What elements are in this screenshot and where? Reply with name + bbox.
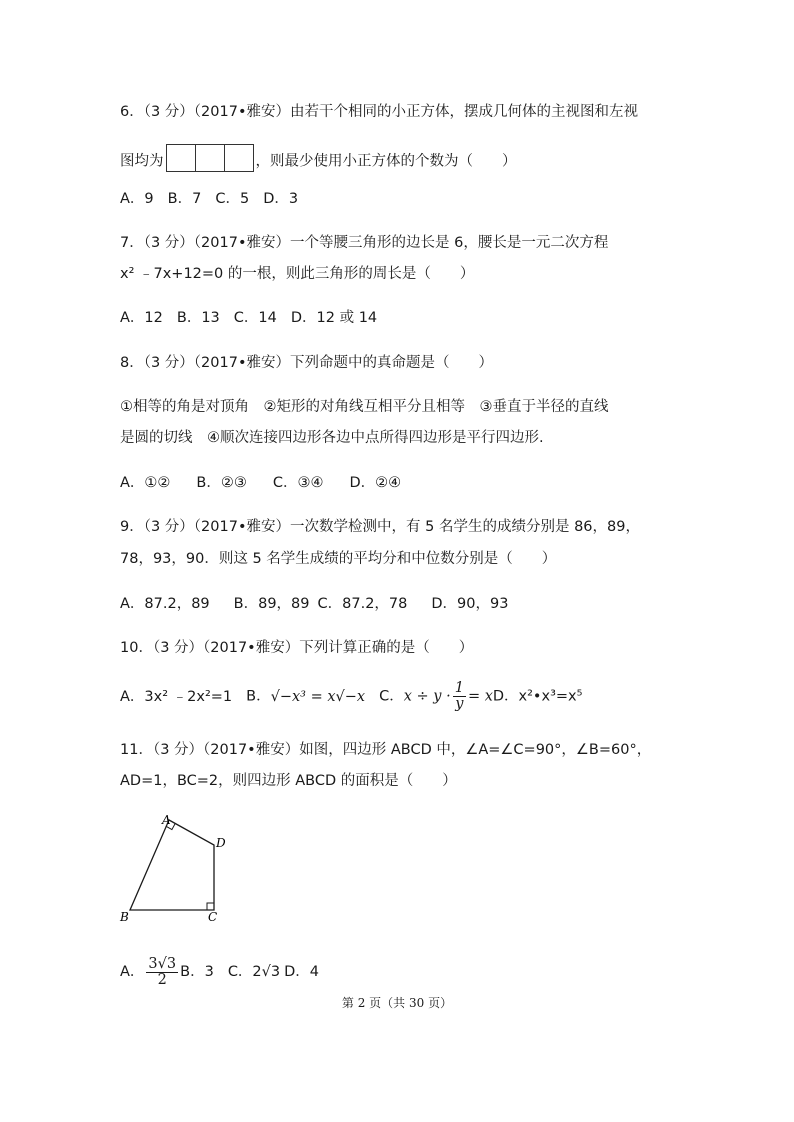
q6-option-a: A．9 bbox=[120, 191, 154, 207]
q10-option-c-label: C． bbox=[379, 688, 404, 705]
q10-option-d: D．x²•x³=x⁵ bbox=[492, 688, 583, 705]
vertex-label-d: D bbox=[216, 836, 226, 850]
q6-line2-pre: 图均为 bbox=[120, 153, 164, 170]
q6-options bbox=[120, 188, 312, 210]
q11-options bbox=[120, 955, 319, 989]
q8-options bbox=[120, 472, 415, 494]
q8-line2: ①相等的角是对顶角 ②矩形的对角线互相平分且相等 ③垂直于半径的直线 bbox=[120, 399, 609, 415]
quadrilateral-outline bbox=[130, 820, 214, 910]
q7-option-d: D．12 或 14 bbox=[290, 310, 378, 326]
q9-options bbox=[120, 593, 522, 615]
q11-option-a-label: A． bbox=[120, 964, 145, 980]
q6-option-b: B．7 bbox=[167, 191, 202, 207]
q11-option-d: D．4 bbox=[284, 964, 320, 980]
vertex-label-a: A bbox=[162, 813, 171, 827]
q7-options bbox=[120, 307, 391, 329]
q8-line1: 8．（3 分）（2017•雅安）下列命题中的真命题是（ ） bbox=[120, 355, 494, 371]
q9-option-b: B．89，89 bbox=[233, 596, 310, 612]
quadrilateral-abcd-figure bbox=[118, 812, 238, 924]
q6-line2-post: ，则最少使用小正方体的个数为（ ） bbox=[255, 153, 517, 170]
q10-option-c-numerator: 1 bbox=[454, 680, 464, 696]
q7-line2: x² ﹣7x+12=0 的一根，则此三角形的周长是（ ） bbox=[120, 266, 475, 282]
q11-option-c: C．2√3 bbox=[227, 964, 281, 980]
q8-line3: 是圆的切线 ④顺次连接四边形各边中点所得四边形是平行四边形. bbox=[120, 430, 544, 446]
q10-option-c-fraction bbox=[453, 681, 466, 712]
q10-options bbox=[120, 681, 582, 712]
q7-option-c: C．14 bbox=[233, 310, 277, 326]
q10-option-a: A．3x² ﹣2x²=1 bbox=[120, 688, 233, 705]
q6-line2 bbox=[120, 144, 517, 179]
vertex-label-c: C bbox=[208, 910, 218, 924]
q11-line2: AD=1，BC=2，则四边形 ABCD 的面积是（ ） bbox=[120, 773, 457, 789]
q7-option-b: B．13 bbox=[176, 310, 220, 326]
q8-option-d: D．②④ bbox=[349, 475, 402, 491]
q10-option-b-math: √−x³ = x√−x bbox=[270, 688, 366, 705]
q6-line1: 6．（3 分）（2017•雅安）由若干个相同的小正方体，摆成几何体的主视图和左视 bbox=[120, 104, 639, 120]
q6-option-c: C．5 bbox=[215, 191, 250, 207]
q10-option-c-pre: x ÷ y · bbox=[403, 688, 451, 705]
q7-line1: 7．（3 分）（2017•雅安）一个等腰三角形的边长是 6，腰长是一元二次方程 bbox=[120, 235, 609, 251]
q9-option-a: A．87.2，89 bbox=[120, 596, 210, 612]
q11-option-b: B．3 bbox=[180, 964, 214, 980]
q9-line1: 9．（3 分）（2017•雅安）一次数学检测中，有 5 名学生的成绩分别是 86，89， bbox=[120, 519, 640, 535]
q10-option-c-post: = x bbox=[467, 688, 493, 705]
q9-option-c: C．87.2，78 bbox=[317, 596, 408, 612]
vertex-label-b: B bbox=[120, 910, 129, 924]
three-square-view-figure bbox=[166, 144, 254, 179]
q7-option-a: A．12 bbox=[120, 310, 163, 326]
q11-option-a-numerator: 3√3 bbox=[148, 955, 177, 972]
q9-option-d: D．90，93 bbox=[431, 596, 509, 612]
q8-option-a: A．①② bbox=[120, 475, 171, 491]
q8-option-c: C．③④ bbox=[272, 475, 324, 491]
q11-line1: 11．（3 分）（2017•雅安）如图，四边形 ABCD 中，∠A=∠C=90°，∠B=60°， bbox=[120, 742, 652, 758]
q9-line2: 78，93，90．则这 5 名学生成绩的平均分和中位数分别是（ ） bbox=[120, 551, 557, 567]
q11-option-a-denominator: 2 bbox=[157, 971, 167, 988]
q10-option-b-label: B． bbox=[246, 688, 271, 705]
right-angle-mark-c bbox=[207, 903, 214, 910]
q11-option-a-fraction bbox=[146, 957, 178, 988]
q8-option-b: B．②③ bbox=[196, 475, 247, 491]
q10-line1: 10．（3 分）（2017•雅安）下列计算正确的是（ ） bbox=[120, 640, 474, 656]
page-footer: 第 2 页（共 30 页） bbox=[341, 996, 453, 1010]
q10-option-c-denominator: y bbox=[455, 696, 464, 712]
q6-option-d: D．3 bbox=[263, 191, 299, 207]
